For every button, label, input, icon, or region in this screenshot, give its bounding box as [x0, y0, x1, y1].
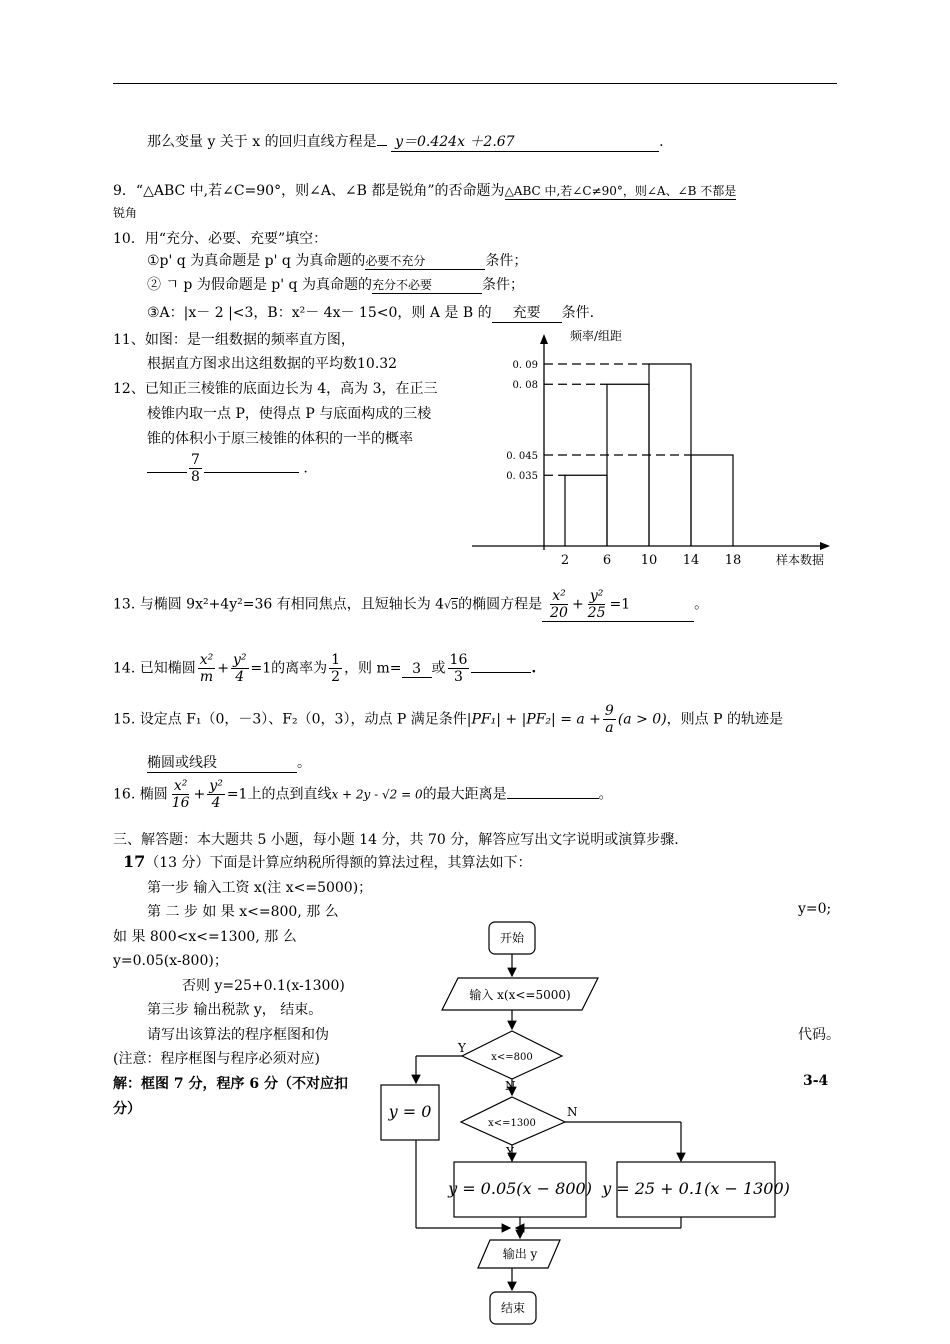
y-axis-arrow [540, 334, 548, 344]
x-tick-label: 2 [560, 553, 570, 568]
q10-item2: ② ㄱ p 为假命题是 p' q 为真命题的充分不必要 条件； [147, 277, 524, 293]
q10-answer1: 必要不充分 [365, 252, 485, 270]
q9-answer: △ABC 中,若∠C≠90°，则∠A、∠B 不都是 [504, 184, 737, 198]
x-axis-arrow [820, 542, 830, 550]
q17-solution-b: 3-4 [803, 1073, 829, 1089]
q12-line1: 12、已知正三棱锥的底面边长为 4，高为 3，在正三 [113, 381, 438, 397]
q17-solution-a: 解：框图 7 分，程序 6 分（不对应扣 [113, 1076, 348, 1092]
y-tick-label: 0. 08 [512, 380, 538, 392]
y-tick-label: 0. 035 [506, 471, 538, 483]
flowchart [370, 912, 790, 1344]
q17-step2b: y=0; [798, 901, 832, 917]
header-rule [113, 83, 837, 84]
q11-answer: 10.32 [357, 356, 398, 372]
flow-n-label-1: N [505, 1079, 516, 1093]
q17-solution-c: 分） [113, 1101, 141, 1117]
q17-step2a: 第 二 步 如 果 x<=800, 那 么 [147, 904, 339, 920]
q8-answer: y＝0.424x ＋2.67 [391, 131, 659, 152]
histogram-bar [691, 455, 733, 546]
q8-text: 那么变量 y 关于 x 的回归直线方程是 [147, 134, 377, 150]
q8-line: 那么变量 y 关于 x 的回归直线方程是 y＝0.424x ＋2.67 . [147, 131, 664, 152]
section3-heading: 三、解答题：本大题共 5 小题，每小题 14 分，共 70 分，解答应写出文字说明或演算步骤. [113, 832, 679, 848]
y-axis-label: 频率/组距 [570, 329, 623, 343]
q17-step2d: y=0.05(x-800)； [113, 953, 228, 969]
q10-title: 10．用“充分、必要、充要”填空： [113, 231, 328, 247]
q9-line [113, 180, 736, 200]
x-tick-label: 18 [724, 553, 742, 568]
q15-line: 15. 设定点 F₁（0，－3）、F₂（0，3），动点 P 满足条件|PF₁| + |PF₂| = a + $\frac{9}{a}$ (a > 0)，则点 P 的轨迹是 [113, 703, 783, 736]
flow-y2-label: y = 25 + 0.1(x − 1300) [602, 1179, 790, 1198]
flow-y1-label: y = 0.05(x − 800) [448, 1179, 592, 1198]
flow-end-label: 结束 [500, 1301, 526, 1315]
q10-item3: ③A：|x－ 2 |<3，B：x²－ 4x－ 15<0，则 A 是 B 的 充要 条件. [147, 302, 594, 323]
histogram-bar [565, 475, 607, 546]
q13-answer: $\frac{\text{x²}}{20}$ + $\frac{\text{y²}}{25}$ =1 [542, 588, 694, 622]
y-tick-label: 0. 09 [512, 360, 538, 371]
flow-input-label: 输入 x(x<=5000) [469, 988, 571, 1002]
q10-answer2: 充分不必要 [372, 276, 482, 294]
q15-answer: 椭圆或线段 [147, 752, 297, 773]
flow-n-label-2: N [567, 1105, 578, 1119]
q12-answer: $\frac{7}{8}$ . [147, 452, 308, 485]
q17-ask-a: 请写出该算法的程序框图和伪 [147, 1027, 329, 1043]
q17-step2c: 如 果 800<x<=1300, 那 么 [113, 929, 297, 945]
flow-cond2-label: x<=1300 [488, 1118, 536, 1129]
frequency-histogram [470, 326, 840, 576]
q13-line: 13. 与椭圆 9x²+4y²=36 有相同焦点，且短轴长为 4√5的椭圆方程是 $\frac{\text{x²}}{20}$ + $\frac{\text{y²}}{25}$ =1 。 [113, 588, 709, 621]
x-axis-label: 样本数据 [776, 553, 825, 567]
flow-y-label-1: Y [458, 1041, 466, 1055]
q10-answer3: 充要 [492, 302, 562, 323]
flow-cond1-label: x<=800 [491, 1052, 533, 1063]
q11-line2: 根据直方图求出这组数据的平均数10.32 [147, 356, 398, 372]
q15-answer-line: 椭圆或线段 。 [147, 752, 311, 773]
q12-line2: 棱锥内取一点 P，使得点 P 与底面构成的三棱 [147, 406, 432, 422]
x-tick-label: 6 [602, 553, 612, 568]
q14-answer1: 3 [402, 661, 432, 678]
q10-item1: ①p' q 为真命题是 p' q 为真命题的必要不充分 条件； [147, 253, 528, 269]
q17-note: (注意：程序框图与程序必须对应) [113, 1051, 320, 1067]
x-tick-label: 14 [682, 553, 700, 568]
x-tick-label: 10 [640, 553, 658, 568]
q16-line: 16. 椭圆 $\frac{\text{x²}}{16}$ + $\frac{\text{y²}}{4}$ =1上的点到直线x + 2y - √2 = 0的最大距离是 。 [113, 778, 613, 811]
q14-line: 14. 已知椭圆 $\frac{\text{x²}}{m}$ + $\frac{\text{y²}}{4}$ =1的离率为 $\frac{1}{2}$ ，则 m= 3 或 $\frac{16}{3}$ . [113, 652, 537, 685]
flow-start-label: 开始 [499, 931, 525, 945]
flow-output-label: 输出 y [502, 1247, 538, 1261]
flow-y-label-2: Y [506, 1145, 514, 1159]
histogram-bar [607, 384, 649, 546]
y-tick-label: 0. 045 [506, 451, 538, 462]
q12-line3: 锥的体积小于原三棱锥的体积的一半的概率 [147, 431, 413, 447]
q17-step1: 第一步 输入工资 x(注 x<=5000)； [147, 880, 373, 896]
q9-text: 9．“△ABC 中,若∠C=90°，则∠A、∠B 都是锐角”的否命题为 [113, 183, 505, 199]
q9-tail: 锐角 [113, 206, 138, 220]
q11-line1: 11、如图：是一组数据的频率直方图， [113, 332, 355, 348]
q17-intro: 17（13 分）下面是计算应纳税所得额的算法过程，其算法如下： [123, 852, 532, 871]
flow-y0-label: y = 0 [388, 1102, 432, 1121]
q17-step3: 第三步 输出税款 y， 结束。 [147, 1002, 323, 1018]
q17-step2e: 否则 y=25+0.1(x-1300) [182, 978, 345, 994]
q17-ask-b: 代码。 [798, 1027, 840, 1043]
